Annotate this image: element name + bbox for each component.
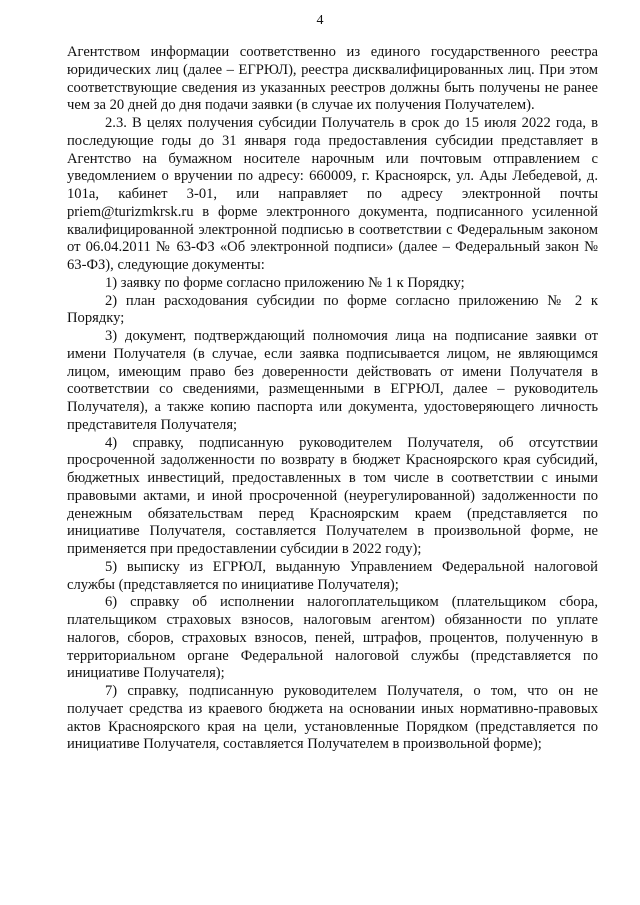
list-item-1: 1) заявку по форме согласно приложению № 1 к Порядку; (105, 274, 465, 291)
document-body (67, 44, 598, 754)
list-item-7: 7) справку, подписанную руководителем Получателя, о том, что он не получает средства из краевого бюджета на основании иных нормативно-правовых актов Красноярского края на цели, установленные Порядком (представляется по инициативе Получателя, составляется Получателем в произвольной форме); (67, 683, 598, 753)
paragraph-2-3: 2.3. В целях получения субсидии Получатель в срок до 15 июля 2022 года, в последующие годы до 31 января года предоставления субсидии представляет в Агентство на бумажном носителе нарочным или почтовым отправлением с уведомлением о вручении по адресу: 660009, г. Красноярск, ул. Ады Лебедевой, д. 101а, кабинет 3-01, или направляет по адресу электронной почты priem@turizmkrsk.ru в форме электронного документа, подписанного усиленной квалифицированной электронной подписью в соответствии с Федеральным законом от 06.04.2011 № 63-ФЗ «Об электронной подписи» (далее – Федеральный закон № 63-ФЗ), следующие документы: (67, 115, 598, 273)
paragraph-egrul-intro: Агентством информации соответственно из единого государственного реестра юридических лиц (далее – ЕГРЮЛ), реестра дисквалифицированных лиц. При этом соответствующие сведения из указанных реестров должны быть получены не ранее чем за 20 дней до дня подачи заявки (в случае их получения Получателем). (67, 44, 598, 114)
list-item-5: 5) выписку из ЕГРЮЛ, выданную Управлением Федеральной налоговой службы (представляется по инициативе Получателя); (67, 558, 598, 593)
page-number: 4 (316, 13, 324, 28)
list-item-6: 6) справку об исполнении налогоплательщиком (плательщиком сбора, плательщиком страховых взносов, налоговым агентом) обязанности по уплате налогов, сборов, страховых взносов, пеней, штрафов, процентов, полученную в территориальном органе Федеральной налоговой службы (представляется по инициативе Получателя); (67, 594, 598, 682)
list-item-4: 4) справку, подписанную руководителем Получателя, об отсутствии просроченной задолженности по возврату в бюджет Красноярского края субсидий, бюджетных инвестиций, предоставленных в том числе в соответствии с иными правовыми актами, и иной просроченной (неурегулированной) задолженности по денежным обязательствам перед Красноярским краем (представляется по инициативе Получателя, составляется Получателем в произвольной форме, не применяется при предоставлении субсидии в 2022 году); (67, 434, 598, 557)
list-item-3: 3) документ, подтверждающий полномочия лица на подписание заявки от имени Получателя (в случае, если заявка подписывается лицом, не являющимся лицом, имеющим право без доверенности действовать от имени Получателя в соответствии со сведениями, размещенными в ЕГРЮЛ, далее – руководитель Получателя), а также копию паспорта или документа, удостоверяющего личность представителя Получателя; (67, 328, 598, 433)
list-item-2: 2) план расходования субсидии по форме согласно приложению № 2 к Порядку; (67, 292, 598, 327)
